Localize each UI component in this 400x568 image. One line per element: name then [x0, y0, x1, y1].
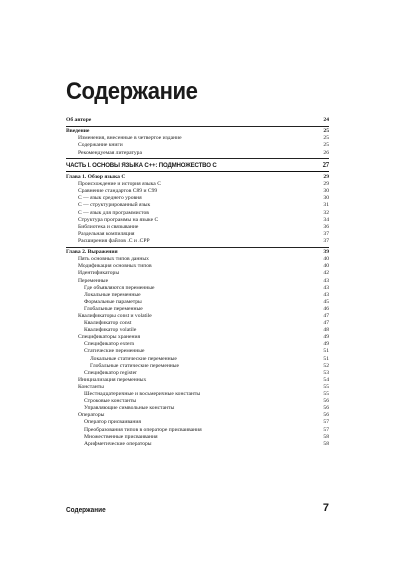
toc-entry — [66, 356, 329, 363]
toc-entry — [66, 363, 329, 370]
toc-entry — [66, 217, 329, 224]
toc-entry-title: Библиотека и связывание — [78, 223, 139, 230]
table-of-contents — [66, 117, 329, 448]
toc-entry-title: Спецификатор extern — [84, 341, 135, 348]
toc-entry-page: 45 — [323, 298, 329, 305]
toc-entry-page: 43 — [323, 291, 329, 298]
toc-entry-title: Шестнадцатеричные и восьмеричные константы — [84, 391, 201, 398]
toc-entry — [66, 270, 329, 277]
toc-entry-title: Локальные переменные — [84, 291, 141, 298]
toc-entry-title: Переменные — [78, 277, 109, 284]
toc-entry-page: 52 — [323, 362, 329, 369]
toc-entry-title: Операторы — [78, 412, 105, 419]
toc-entry-title: С — структурированный язык — [78, 202, 151, 209]
toc-entry-page: 56 — [323, 398, 329, 405]
toc-entry-page: 56 — [323, 405, 329, 412]
toc-entry — [66, 292, 329, 299]
toc-entry-page: 26 — [323, 149, 329, 156]
toc-chapter-entry — [66, 174, 329, 181]
toc-entry — [66, 142, 329, 149]
toc-entry-title: Арифметические операторы — [84, 440, 152, 447]
toc-entry-title: С — язык для программистов — [78, 209, 149, 216]
toc-entry-title: Статические переменные — [84, 348, 145, 355]
toc-entry-page: 27 — [322, 161, 329, 169]
toc-entry — [66, 188, 329, 195]
toc-entry — [66, 391, 329, 398]
toc-entry-page: 37 — [323, 230, 329, 237]
toc-entry-page: 43 — [323, 284, 329, 291]
toc-entry — [66, 224, 329, 231]
toc-entry — [66, 210, 329, 217]
toc-entry-page: 55 — [323, 383, 329, 390]
section-divider — [66, 158, 329, 159]
toc-entry-title: Пять основных типов данных — [78, 256, 149, 263]
toc-entry — [66, 377, 329, 384]
toc-entry-title: Происхождение и история языка С — [78, 181, 161, 188]
toc-entry-page: 34 — [323, 216, 329, 223]
toc-entry-title: ЧАСТЬ I. ОСНОВЫ ЯЗЫКА С++: ПОДМНОЖЕСТВО С — [66, 161, 217, 169]
toc-entry-page: 29 — [323, 174, 329, 181]
toc-entry-title: Глобальные статические переменные — [90, 362, 180, 369]
toc-entry-page: 31 — [323, 202, 329, 209]
toc-entry-title: Преобразования типов в операторе присваивания — [84, 426, 202, 433]
toc-entry-page: 53 — [323, 369, 329, 376]
toc-entry-title: Глава 2. Выражения — [66, 249, 118, 256]
toc-entry — [66, 150, 329, 157]
toc-entry — [66, 441, 329, 448]
toc-entry-title: Спецификатор register — [84, 369, 137, 376]
toc-entry-page: 57 — [323, 426, 329, 433]
toc-entry-page: 51 — [323, 355, 329, 362]
toc-entry-page: 39 — [323, 249, 329, 256]
toc-entry — [66, 348, 329, 355]
toc-entry — [66, 341, 329, 348]
toc-entry-page: 25 — [323, 142, 329, 149]
toc-entry-title: Структура программы на языке С — [78, 216, 159, 223]
toc-entry-page: 24 — [323, 117, 329, 123]
toc-chapter-entry — [66, 128, 329, 135]
toc-entry-title: Введение — [66, 128, 90, 135]
toc-entry-page: 57 — [323, 419, 329, 426]
toc-entry — [66, 370, 329, 377]
toc-entry-title: Локальные статические переменные — [90, 355, 177, 362]
toc-entry-title: Квалификатор volatile — [84, 327, 137, 334]
toc-entry-page: 55 — [323, 391, 329, 398]
toc-entry-page: 32 — [323, 209, 329, 216]
toc-entry — [66, 398, 329, 405]
toc-entry-page: 29 — [323, 181, 329, 188]
toc-entry-page: 37 — [323, 237, 329, 244]
toc-entry — [66, 306, 329, 313]
toc-entry-page: 47 — [323, 320, 329, 327]
toc-entry-title: Управляющие символьные константы — [84, 405, 175, 412]
toc-entry — [66, 434, 329, 441]
toc-entry-title: Строковые константы — [84, 398, 137, 405]
toc-entry — [66, 238, 329, 245]
toc-entry-page: 58 — [323, 440, 329, 447]
toc-entry — [66, 412, 329, 419]
toc-entry-title: Константы — [78, 383, 104, 390]
toc-entry-page: 40 — [323, 263, 329, 270]
toc-entry-title: Модификация основных типов — [78, 263, 152, 270]
toc-entry-page: 47 — [323, 313, 329, 319]
toc-entry-title: Спецификаторы хранения — [78, 334, 141, 341]
toc-entry-title: Глобальные переменные — [84, 305, 143, 312]
toc-entry-title: Где объявляются переменные — [84, 284, 155, 291]
toc-entry-page: 30 — [323, 188, 329, 195]
toc-entry — [66, 181, 329, 188]
toc-entry-page: 56 — [323, 412, 329, 419]
toc-entry-title: Сравнение стандартов С89 и С99 — [78, 188, 158, 195]
toc-entry-page: 51 — [323, 348, 329, 355]
toc-entry — [66, 202, 329, 209]
toc-entry — [66, 278, 329, 285]
toc-entry — [66, 405, 329, 412]
toc-entry-title: Инициализация переменных — [78, 376, 147, 383]
toc-entry-page: 40 — [323, 256, 329, 263]
toc-entry-page: 25 — [323, 135, 329, 142]
toc-entry-title: Квалификаторы const и volatile — [78, 313, 152, 319]
toc-entry — [66, 427, 329, 434]
toc-entry-title: Множественные присваивания — [84, 433, 158, 440]
toc-entry-page: 54 — [323, 376, 329, 383]
toc-entry-title: Идентификаторы — [78, 270, 120, 277]
toc-entry-page: 46 — [323, 305, 329, 312]
toc-entry-page: 30 — [323, 195, 329, 202]
section-divider — [66, 126, 329, 127]
toc-chapter-entry — [66, 249, 329, 256]
footer-page-number: 7 — [322, 502, 329, 514]
toc-entry-title: Об авторе — [66, 117, 92, 123]
section-divider — [66, 171, 329, 172]
toc-entry-title: Оператор присваивания — [84, 419, 141, 426]
toc-entry-page: 49 — [323, 334, 329, 341]
toc-entry — [66, 299, 329, 306]
toc-entry-title: Формальные параметры — [84, 298, 142, 305]
toc-entry — [66, 135, 329, 142]
toc-entry-title: С — язык среднего уровня — [78, 195, 142, 202]
toc-entry — [66, 231, 329, 238]
toc-entry — [66, 419, 329, 426]
page-footer — [66, 502, 329, 514]
toc-entry-page: 48 — [323, 327, 329, 334]
toc-entry-title: Рекомендуемая литература — [78, 149, 142, 156]
toc-entry — [66, 285, 329, 292]
toc-entry-title: Квалификатор const — [84, 320, 132, 327]
toc-chapter-entry — [66, 117, 329, 124]
page-title: Содержание — [66, 78, 198, 105]
toc-entry-title: Содержание книги — [78, 142, 123, 149]
toc-entry-title: Изменения, внесенные в четвертое издание — [78, 135, 182, 142]
toc-entry — [66, 384, 329, 391]
toc-entry-title: Раздельная компиляция — [78, 230, 135, 237]
toc-entry-page: 36 — [323, 223, 329, 230]
toc-entry-page: 43 — [323, 277, 329, 284]
section-divider — [66, 247, 329, 248]
toc-entry-title: Расширения файлов .С и .СРР — [78, 237, 150, 244]
footer-running-title: Содержание — [66, 507, 106, 514]
toc-entry-page: 58 — [323, 433, 329, 440]
toc-entry-page: 25 — [323, 128, 329, 135]
toc-entry-page: 49 — [323, 341, 329, 348]
toc-part-heading — [66, 161, 329, 170]
toc-entry-page: 42 — [323, 270, 329, 277]
toc-entry-title: Глава 1. Обзор языка С — [66, 174, 126, 181]
